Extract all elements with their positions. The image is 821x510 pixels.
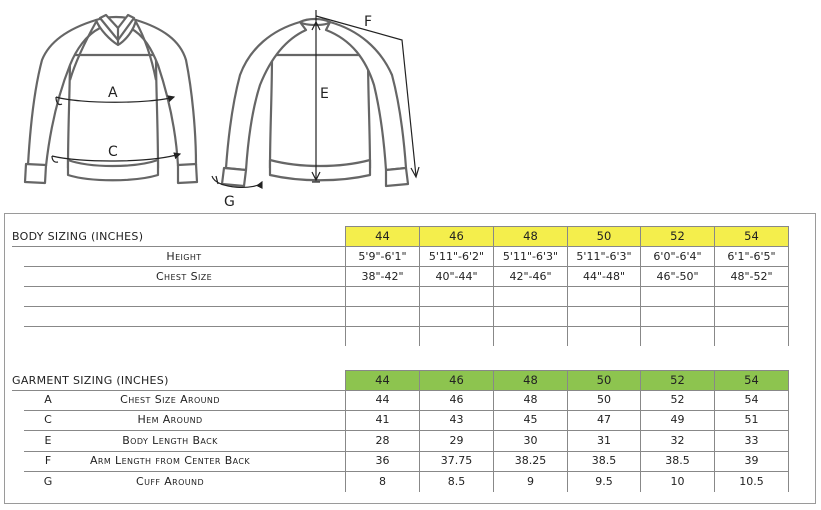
row-label-chest-size-around: Chest Size Around: [120, 393, 220, 406]
body-size-header-46: 46: [420, 226, 493, 246]
garment-sizing-title: GARMENT SIZING (INCHES): [12, 374, 169, 387]
garment-size-header-50: 50: [568, 370, 640, 390]
chest-size-44: 38"-42": [361, 270, 404, 283]
measure-a-label: A: [108, 85, 118, 101]
chest-around-48: 48: [523, 393, 538, 406]
arm-length-48: 38.25: [514, 454, 547, 467]
body-size-header-54: 54: [715, 226, 788, 246]
code-f: F: [44, 454, 52, 467]
cuff-around-52: 10: [670, 475, 685, 488]
body-length-52: 32: [670, 434, 685, 447]
hem-around-52: 49: [670, 413, 685, 426]
hem-around-48: 45: [523, 413, 538, 426]
back-view-sketch: [222, 19, 408, 186]
body-size-header-52: 52: [641, 226, 714, 246]
arm-length-44: 36: [375, 454, 390, 467]
garment-size-header-52: 52: [641, 370, 714, 390]
measure-e-label: E: [320, 86, 329, 102]
cuff-around-54: 10.5: [739, 475, 764, 488]
height-50: 5'11"-6'3": [576, 250, 632, 263]
row-label-arm-length: Arm Length from Center Back: [89, 454, 251, 467]
garment-size-header-44: 44: [346, 370, 419, 390]
cuff-around-44: 8: [379, 475, 386, 488]
hem-around-44: 41: [375, 413, 390, 426]
code-a: A: [44, 393, 52, 406]
garment-size-header-54: 54: [715, 370, 788, 390]
measure-f-label: F: [364, 14, 373, 30]
row-label-height: Height: [166, 250, 202, 263]
chest-size-46: 40"-44": [435, 270, 478, 283]
hem-around-50: 47: [597, 413, 611, 426]
body-size-header-50: 50: [568, 226, 640, 246]
height-44: 5'9"-6'1": [358, 250, 407, 263]
code-e: E: [44, 434, 52, 447]
body-length-46: 29: [449, 434, 464, 447]
hem-around-46: 43: [449, 413, 464, 426]
chest-around-44: 44: [375, 393, 390, 406]
cuff-around-50: 9.5: [595, 475, 613, 488]
chest-size-54: 48"-52": [730, 270, 773, 283]
cuff-around-48: 9: [527, 475, 534, 488]
row-label-hem-around: Hem Around: [137, 413, 203, 426]
body-length-54: 33: [744, 434, 759, 447]
measure-g-label: G: [224, 194, 235, 210]
height-46: 5'11"-6'2": [428, 250, 485, 263]
body-length-48: 30: [523, 434, 538, 447]
chest-around-54: 54: [744, 393, 759, 406]
row-label-chest-size: Chest Size: [155, 270, 213, 283]
height-54: 6'1"-6'5": [727, 250, 776, 263]
body-size-header-44: 44: [346, 226, 419, 246]
garment-measurement-diagram: [0, 0, 821, 212]
code-c: C: [44, 413, 52, 426]
row-label-cuff-around: Cuff Around: [135, 475, 205, 488]
body-length-50: 31: [597, 434, 611, 447]
body-length-44: 28: [375, 434, 390, 447]
chest-around-52: 52: [670, 393, 685, 406]
row-label-body-length-back: Body Length Back: [122, 434, 218, 447]
chest-around-50: 50: [597, 393, 611, 406]
hem-around-54: 51: [744, 413, 759, 426]
chest-size-48: 42"-46": [509, 270, 552, 283]
height-52: 6'0"-6'4": [653, 250, 702, 263]
code-g: G: [43, 475, 53, 488]
arm-length-50: 38.5: [591, 454, 617, 467]
body-size-header-48: 48: [494, 226, 567, 246]
arm-length-46: 37.75: [440, 454, 473, 467]
garment-size-header-46: 46: [420, 370, 493, 390]
garment-size-header-48: 48: [494, 370, 567, 390]
chest-size-50: 44"-48": [582, 270, 626, 283]
body-sizing-title: BODY SIZING (INCHES): [12, 230, 144, 243]
cuff-around-46: 8.5: [447, 475, 466, 488]
chest-around-46: 46: [449, 393, 464, 406]
chest-size-52: 46"-50": [656, 270, 699, 283]
arm-length-54: 39: [744, 454, 759, 467]
arm-length-52: 38.5: [665, 454, 690, 467]
height-48: 5'11"-6'3": [502, 250, 559, 263]
measure-c-label: C: [108, 144, 118, 160]
